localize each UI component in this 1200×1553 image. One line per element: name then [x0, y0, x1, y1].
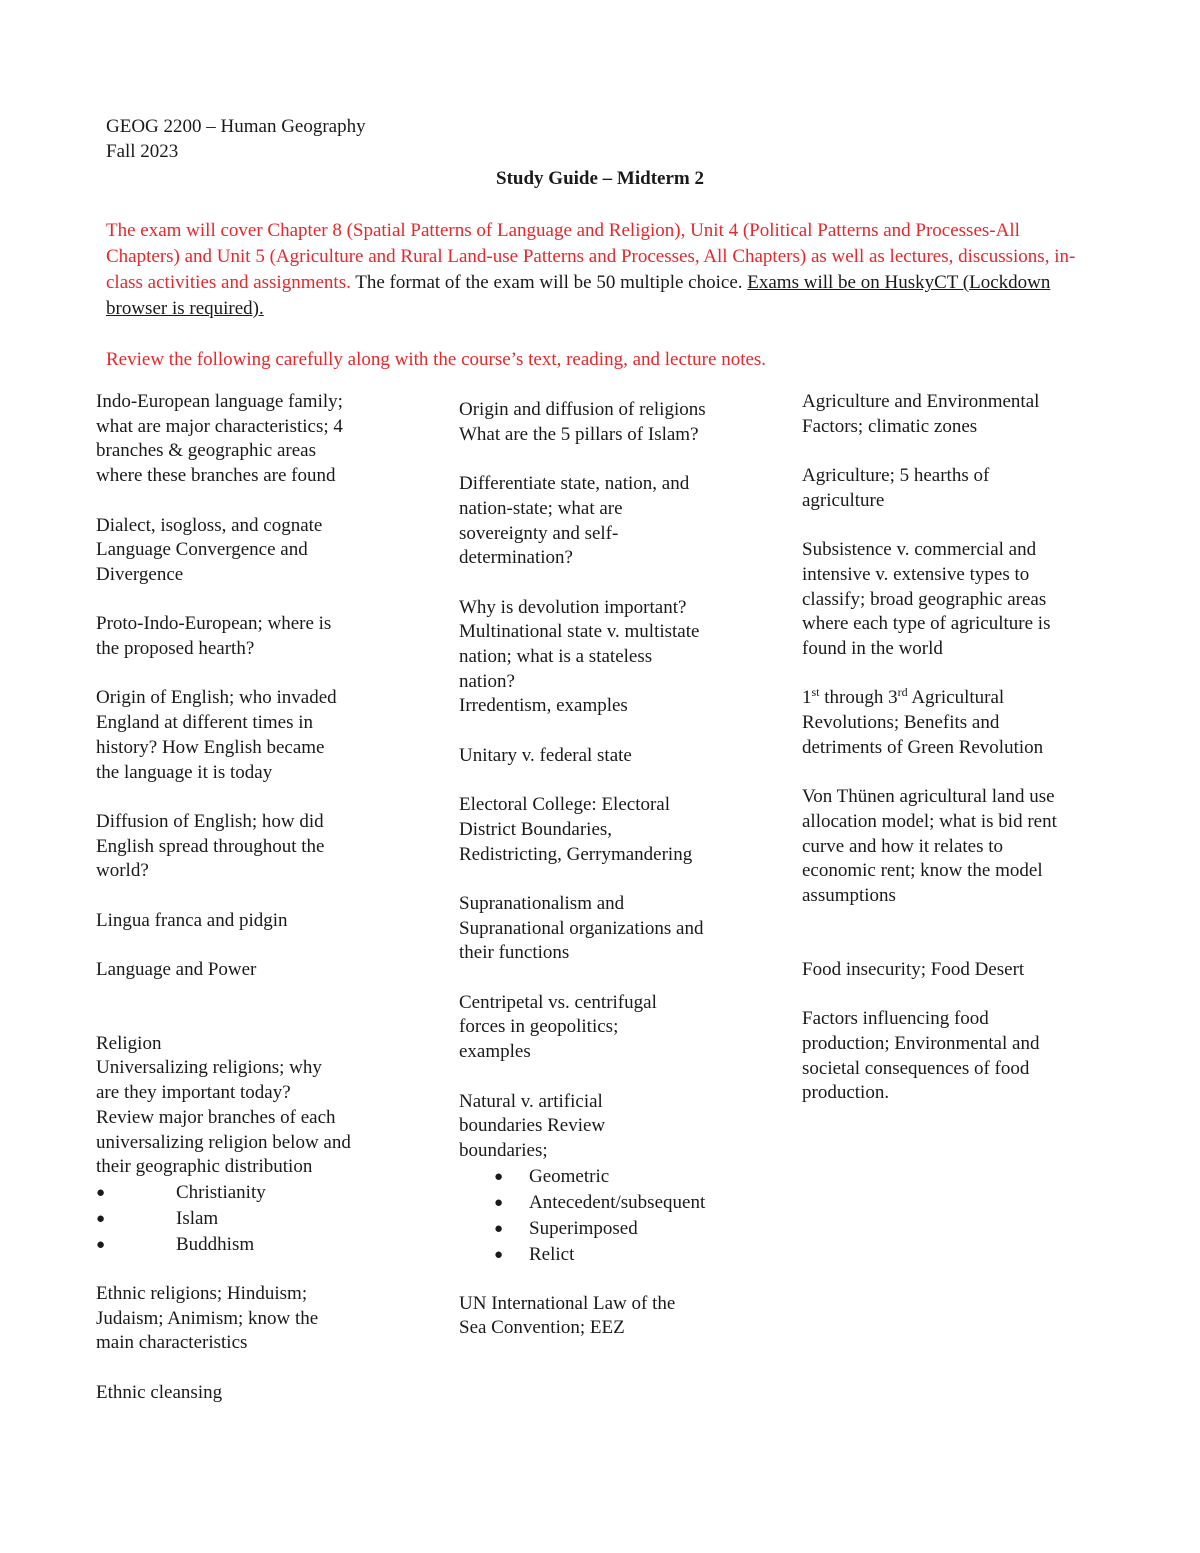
line: Redistricting, Gerrymandering [459, 843, 693, 865]
bullet-icon: ● [494, 1168, 504, 1185]
bullet-item [459, 1242, 759, 1268]
line: District Boundaries, [459, 818, 613, 840]
intro-platform: Exams will be on HuskyCT (Lockdown browser is required). [106, 272, 1051, 319]
line: history? How English became [96, 736, 325, 758]
topic-block-agricultural-revolutions [802, 686, 1122, 760]
bullet-item [459, 1164, 759, 1190]
bullet-item [96, 1180, 416, 1206]
line: Dialect, isogloss, and cognate [96, 514, 323, 536]
topic-block [96, 909, 416, 934]
line: Language Convergence and [96, 539, 308, 561]
line: Sea Convention; EEZ [459, 1317, 625, 1339]
line: Supranational organizations and [459, 917, 704, 939]
line: nation-state; what are [459, 497, 623, 519]
topic-block [459, 991, 759, 1065]
bullet-text: Geometric [529, 1165, 610, 1187]
line: are they important today? [96, 1082, 291, 1104]
line: economic rent; know the model [802, 860, 1043, 882]
line: Diffusion of English; how did [96, 810, 324, 832]
topic-block [459, 744, 759, 769]
line: production. [802, 1082, 890, 1104]
intro-format: The format of the exam will be 50 multiple choice. [350, 272, 748, 293]
line: nation; what is a stateless [459, 646, 653, 667]
topic-block [96, 810, 416, 884]
line: the proposed hearth? [96, 638, 255, 659]
line: Centripetal vs. centrifugal [459, 991, 657, 1013]
bullet-text: Antecedent/subsequent [529, 1191, 706, 1213]
topic-block [802, 390, 1122, 439]
line: Unitary v. federal state [459, 744, 632, 766]
topic-block [96, 958, 416, 983]
line: sovereignty and self- [459, 522, 619, 544]
line: their functions [459, 942, 570, 964]
line: Electoral College: Electoral [459, 794, 671, 816]
line: world? [96, 860, 149, 882]
line: Judaism; Animism; know the [96, 1307, 319, 1329]
topic-block [459, 892, 759, 966]
topic-block [802, 538, 1122, 662]
header [106, 115, 366, 164]
bullet-icon: ● [494, 1246, 504, 1263]
line: Multinational state v. multistate [459, 621, 700, 643]
column-language-religion [96, 390, 416, 1430]
bullet-text: Relict [529, 1243, 575, 1265]
topic-block [459, 793, 759, 867]
line: Von Thünen agricultural land use [802, 786, 1055, 808]
line: Proto-Indo-European; where is [96, 613, 332, 635]
line: Irredentism, examples [459, 695, 628, 717]
revolutions-rest [802, 711, 1122, 760]
line: boundaries Review [459, 1115, 606, 1137]
topic-block [96, 686, 416, 785]
review-note: Review the following carefully along with the course’s text, reading, and lecture notes. [106, 349, 767, 370]
line: nation? [459, 670, 515, 692]
intro-paragraph [106, 218, 1086, 322]
bullet-icon: ● [96, 1185, 106, 1201]
bullet-item [459, 1190, 759, 1216]
line: Religion [96, 1032, 162, 1054]
line: Factors influencing food [802, 1008, 989, 1030]
bullet-item [96, 1232, 416, 1258]
bullet-text: Buddhism [176, 1234, 255, 1255]
line: UN International Law of the [459, 1292, 676, 1314]
bullet-text: Superimposed [529, 1217, 638, 1239]
line: Supranationalism and [459, 892, 625, 914]
line: boundaries; [459, 1139, 548, 1161]
bullet-icon: ● [96, 1237, 106, 1253]
line: agriculture [802, 489, 885, 511]
line: Factors; climatic zones [802, 415, 978, 437]
line: Ethnic religions; Hinduism; [96, 1283, 308, 1304]
line: Ethnic cleansing [96, 1381, 223, 1403]
topic-block [802, 958, 1122, 983]
line: Lingua franca and pidgin [96, 909, 288, 931]
line: Universalizing religions; why [96, 1057, 322, 1079]
line: assumptions [802, 885, 896, 906]
column-agriculture [802, 390, 1122, 1131]
topic-block [802, 1007, 1122, 1106]
topic-block [96, 1381, 416, 1406]
topic-block [96, 514, 416, 588]
bullet-list [96, 1180, 416, 1258]
line: Origin of English; who invaded [96, 687, 337, 709]
line: forces in geopolitics; [459, 1016, 619, 1038]
topic-block [459, 596, 759, 720]
line: Agriculture and Environmental [802, 391, 1040, 412]
topic-block [96, 390, 416, 489]
line: classify; broad geographic areas [802, 588, 1047, 610]
line: universalizing religion below and [96, 1131, 351, 1153]
line: allocation model; what is bid rent [802, 810, 1057, 832]
line: curve and how it relates to [802, 835, 1004, 857]
bullet-text: Christianity [176, 1182, 266, 1203]
bullet-text: Islam [176, 1208, 219, 1229]
line: Indo-European language family; [96, 391, 343, 412]
line: production; Environmental and [802, 1032, 1040, 1054]
intro-scope: The exam will cover Chapter 8 (Spatial Patterns of Language and Religion), Unit 4 (Political Patterns and Processes-All Chapters) and Unit 5 (Agriculture and Rural Land-use Patterns and Processes, All Chapters) as well as lectures, discussions, in-class activities and assignments. [106, 220, 1076, 293]
line: found in the world [802, 638, 943, 659]
topic-block [459, 398, 759, 447]
line: Differentiate state, nation, and [459, 473, 690, 495]
topic-block [802, 464, 1122, 513]
line: where these branches are found [96, 465, 336, 487]
line: Subsistence v. commercial and [802, 539, 1037, 561]
line: Origin and diffusion of religions [459, 399, 706, 420]
line: main characteristics [96, 1332, 248, 1354]
line: Language and Power [96, 959, 257, 981]
line: the language it is today [96, 761, 273, 783]
page-title: Study Guide – Midterm 2 [496, 168, 704, 189]
line: Review major branches of each [96, 1106, 336, 1128]
topic-block [96, 1032, 416, 1180]
bullet-icon: ● [494, 1220, 504, 1237]
line: English spread throughout the [96, 835, 325, 857]
line: where each type of agriculture is [802, 613, 1051, 635]
topic-block [96, 612, 416, 661]
topic-block [459, 1292, 759, 1341]
course-title: GEOG 2200 – Human Geography [106, 116, 366, 137]
line: examples [459, 1041, 531, 1063]
bullet-item [459, 1216, 759, 1242]
bullet-item [96, 1206, 416, 1232]
line: Food insecurity; Food Desert [802, 958, 1025, 980]
line: intensive v. extensive types to [802, 563, 1030, 585]
topic-block [459, 472, 759, 571]
line: branches & geographic areas [96, 440, 316, 462]
line: Agriculture; 5 hearths of [802, 465, 990, 487]
line: societal consequences of food [802, 1057, 1030, 1079]
bullet-icon: ● [494, 1194, 504, 1211]
topic-block [459, 1090, 759, 1164]
line: Why is devolution important? [459, 596, 687, 618]
line: determination? [459, 547, 573, 569]
line: detriments of Green Revolution [802, 736, 1044, 758]
line: England at different times in [96, 712, 314, 734]
term: Fall 2023 [106, 140, 179, 162]
bullet-icon: ● [96, 1211, 106, 1227]
topic-block [96, 1282, 416, 1356]
line: Divergence [96, 563, 184, 585]
line: Natural v. artificial [459, 1090, 603, 1112]
line: what are major characteristics; 4 [96, 415, 343, 437]
bullet-list [459, 1164, 759, 1268]
revolutions-line: 1st through 3rd Agricultural [802, 685, 1005, 709]
line: What are the 5 pillars of Islam? [459, 423, 699, 445]
line: Revolutions; Benefits and [802, 712, 1000, 734]
column-political [459, 398, 759, 1366]
topic-block [802, 785, 1122, 909]
line: their geographic distribution [96, 1156, 313, 1178]
